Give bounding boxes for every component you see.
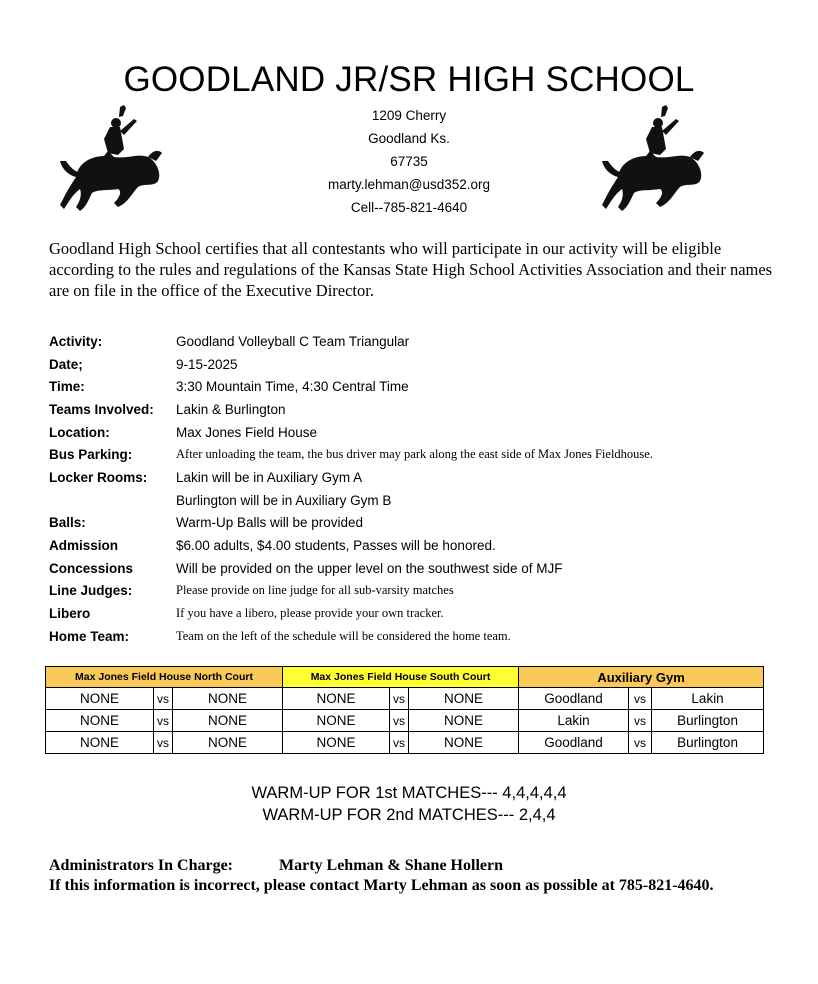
home-team-cell: NONE (283, 710, 390, 732)
away-team-cell: Burlington (652, 732, 764, 754)
vs-cell: vs (390, 688, 409, 710)
address-city: Goodland Ks. (368, 131, 450, 146)
detail-label: Concessions (49, 560, 134, 576)
detail-label: Teams Involved: (49, 401, 154, 417)
contact-note: If this information is incorrect, please contact Marty Lehman as soon as possible at 785-821-4640. (49, 877, 714, 894)
vs-cell: vs (629, 688, 652, 710)
detail-value: Max Jones Field House (176, 424, 318, 440)
bucking-bronco-cowboy-icon (58, 103, 170, 215)
home-team-cell: NONE (283, 688, 390, 710)
home-team-cell: Goodland (519, 688, 629, 710)
detail-label: Libero (49, 606, 91, 622)
detail-row-activity (49, 330, 809, 353)
detail-row-balls (49, 512, 809, 535)
detail-row-libero (49, 602, 809, 625)
warmup-first-matches: WARM-UP FOR 1st MATCHES--- 4,4,4,4,4 (251, 784, 567, 802)
table-row (46, 710, 764, 732)
admin-names: Marty Lehman & Shane Hollern (279, 857, 503, 874)
vs-cell: vs (154, 710, 173, 732)
detail-value: If you have a libero, please provide your own tracker. (176, 606, 444, 621)
detail-value: $6.00 adults, $4.00 students, Passes will be honored. (176, 538, 496, 554)
detail-row-home-team (49, 625, 809, 648)
detail-value: Burlington will be in Auxiliary Gym B (176, 492, 392, 508)
vs-cell: vs (629, 732, 652, 754)
schedule-table (45, 666, 764, 754)
away-team-cell: NONE (409, 732, 519, 754)
detail-value: After unloading the team, the bus driver may park along the east side of Max Jones Fieldhouse. (176, 447, 653, 462)
detail-value: Team on the left of the schedule will be considered the home team. (176, 628, 511, 643)
address-zip: 67735 (390, 154, 428, 169)
header-north-court: Max Jones Field House North Court (46, 667, 283, 688)
detail-row-teams (49, 398, 809, 421)
detail-label: Line Judges: (49, 583, 133, 599)
away-team-cell: Burlington (652, 710, 764, 732)
bucking-bronco-cowboy-icon (600, 103, 712, 215)
event-details (49, 330, 809, 648)
detail-value: Lakin will be in Auxiliary Gym A (176, 469, 363, 485)
detail-row-time (49, 375, 809, 398)
away-team-cell: NONE (409, 688, 519, 710)
table-row (46, 732, 764, 754)
address-block (259, 104, 559, 219)
detail-row-line-judges (49, 580, 809, 603)
detail-value: Will be provided on the upper level on the southwest side of MJF (176, 560, 563, 576)
certification-paragraph: Goodland High School certifies that all contestants who will participate in our activity will be eligible according to the rules and regulations of the Kansas State High School Activities Association and their names are on file in the office of the Executive Director. (49, 239, 773, 300)
away-team-cell: NONE (173, 688, 283, 710)
away-team-cell: NONE (173, 732, 283, 754)
detail-row-concessions (49, 557, 809, 580)
detail-label: Home Team: (49, 628, 130, 644)
home-team-cell: NONE (46, 710, 154, 732)
detail-value: Warm-Up Balls will be provided (176, 515, 364, 531)
detail-label: Balls: (49, 515, 86, 531)
detail-value: 3:30 Mountain Time, 4:30 Central Time (176, 379, 409, 395)
address-street: 1209 Cherry (371, 108, 447, 123)
header-south-court: Max Jones Field House South Court (283, 667, 519, 688)
away-team-cell: NONE (409, 710, 519, 732)
detail-row-date (49, 353, 809, 376)
warmup-second-matches: WARM-UP FOR 2nd MATCHES--- 2,4,4 (262, 806, 556, 824)
admin-label: Administrators In Charge: (49, 857, 233, 874)
detail-value: Goodland Volleyball C Team Triangular (176, 333, 410, 349)
detail-value: 9-15-2025 (176, 356, 238, 372)
detail-value: Please provide on line judge for all sub-varsity matches (176, 583, 454, 598)
detail-row-locker-rooms-2 (49, 489, 809, 512)
detail-value: Lakin & Burlington (176, 401, 286, 417)
contact-cell: Cell--785-821-4640 (350, 200, 468, 215)
home-team-cell: NONE (283, 732, 390, 754)
detail-label: Bus Parking: (49, 447, 133, 463)
home-team-cell: Goodland (519, 732, 629, 754)
home-team-cell: Lakin (519, 710, 629, 732)
away-team-cell: NONE (173, 710, 283, 732)
detail-label: Admission (49, 538, 119, 554)
vs-cell: vs (629, 710, 652, 732)
detail-row-location (49, 421, 809, 444)
contact-email[interactable]: marty.lehman@usd352.org (327, 177, 491, 192)
vs-cell: vs (390, 710, 409, 732)
home-team-cell: NONE (46, 688, 154, 710)
home-team-cell: NONE (46, 732, 154, 754)
away-team-cell: Lakin (652, 688, 764, 710)
admin-line (49, 856, 714, 876)
vs-cell: vs (154, 688, 173, 710)
detail-label: Date; (49, 356, 83, 372)
detail-label: Time: (49, 379, 85, 395)
detail-label: Location: (49, 424, 110, 440)
detail-label: Locker Rooms: (49, 469, 148, 485)
header-auxiliary-gym: Auxiliary Gym (519, 667, 764, 688)
footer-block (49, 856, 714, 896)
table-row (46, 688, 764, 710)
vs-cell: vs (154, 732, 173, 754)
detail-row-admission (49, 534, 809, 557)
detail-row-bus-parking (49, 443, 809, 466)
detail-row-locker-rooms (49, 466, 809, 489)
vs-cell: vs (390, 732, 409, 754)
school-title: GOODLAND JR/SR HIGH SCHOOL (123, 60, 695, 99)
detail-label: Activity: (49, 333, 103, 349)
